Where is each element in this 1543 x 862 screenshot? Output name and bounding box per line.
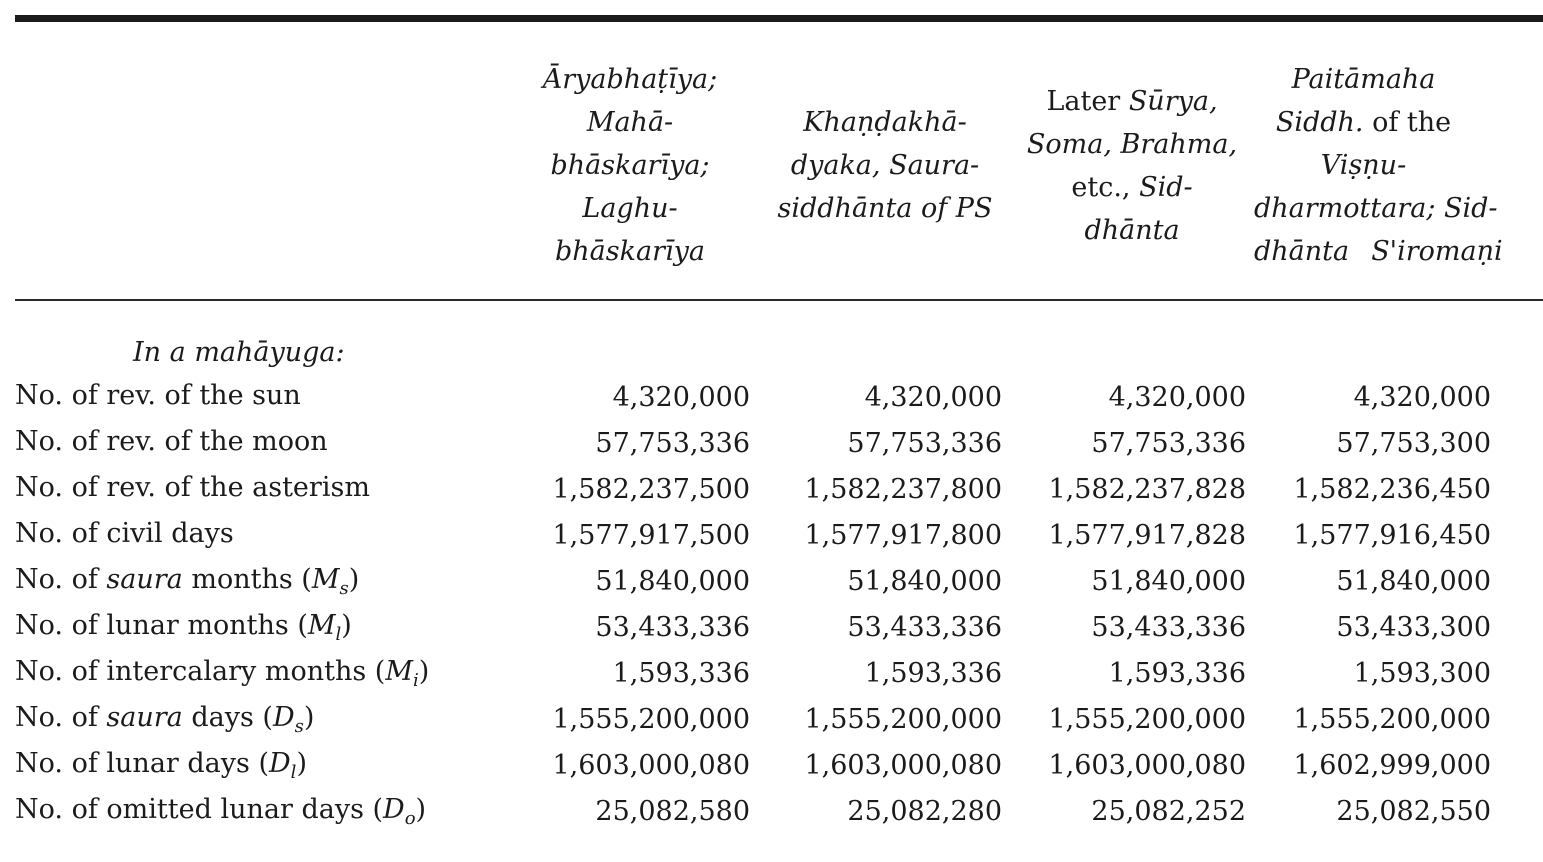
value-cell: 51,840,000 xyxy=(1091,565,1246,597)
value-cell: 1,603,000,080 xyxy=(804,749,1002,781)
value-cell: 4,320,000 xyxy=(864,381,1002,413)
table-row xyxy=(15,650,1543,696)
value-cell: 51,840,000 xyxy=(1336,565,1491,597)
header-line: Khaṇḍakhā- xyxy=(803,107,967,138)
value-cell: 53,433,336 xyxy=(847,611,1002,643)
table-row xyxy=(15,558,1543,604)
header-line: Soma, Brahma, xyxy=(1026,128,1238,160)
header-line: dharmottara; Sid- xyxy=(1254,193,1498,224)
table-row xyxy=(15,742,1543,788)
value-cell: 1,593,336 xyxy=(612,657,750,689)
value-cell: 1,593,336 xyxy=(864,657,1002,689)
empty-corner-cell xyxy=(15,22,500,300)
section-heading: In a mahāyuga: xyxy=(133,337,345,368)
value-cell: 1,555,200,000 xyxy=(552,703,750,735)
row-label: No. of rev. of the asterism xyxy=(15,472,370,503)
value-cell: 57,753,300 xyxy=(1336,427,1491,459)
row-label: No. of rev. of the sun xyxy=(15,380,301,411)
row-label: No. of rev. of the moon xyxy=(15,426,328,457)
header-line: Mahā- xyxy=(586,107,674,138)
value-cell: 25,082,580 xyxy=(595,795,750,827)
mahayuga-parameters-table xyxy=(15,22,1543,834)
value-cell: 53,433,336 xyxy=(595,611,750,643)
value-cell: 53,433,300 xyxy=(1336,611,1491,643)
header-line: dyaka, Saura- xyxy=(790,150,980,181)
table-row xyxy=(15,466,1543,512)
value-cell: 1,582,237,500 xyxy=(552,473,750,505)
header-row xyxy=(15,22,1543,300)
value-cell: 1,582,236,450 xyxy=(1293,473,1491,505)
value-cell: 1,603,000,080 xyxy=(1048,749,1246,781)
value-cell: 57,753,336 xyxy=(847,427,1002,459)
value-cell: 53,433,336 xyxy=(1091,611,1246,643)
table-row xyxy=(15,420,1543,466)
value-cell: 1,593,300 xyxy=(1353,657,1491,689)
column-header-later-surya xyxy=(1010,22,1254,300)
value-cell: 51,840,000 xyxy=(595,565,750,597)
value-cell: 4,320,000 xyxy=(612,381,750,413)
section-row xyxy=(15,300,1543,374)
table-row xyxy=(15,788,1543,834)
row-label: No. of lunar days $(D_l)$ xyxy=(15,748,307,783)
header-line: Paitāmaha xyxy=(1291,64,1436,95)
column-header-khandakhadyaka xyxy=(760,22,1010,300)
value-cell: 1,602,999,000 xyxy=(1293,749,1491,781)
header-line: Āryabhaṭīya; xyxy=(542,64,718,95)
value-cell: 1,577,917,500 xyxy=(552,519,750,551)
value-cell: 1,555,200,000 xyxy=(1048,703,1246,735)
header-line: etc., Sid- xyxy=(1071,171,1193,203)
value-cell: 4,320,000 xyxy=(1353,381,1491,413)
value-cell: 1,577,917,800 xyxy=(804,519,1002,551)
value-cell: 25,082,550 xyxy=(1336,795,1491,827)
table-row xyxy=(15,604,1543,650)
row-label: No. of civil days xyxy=(15,518,234,549)
value-cell: 25,082,252 xyxy=(1091,795,1246,827)
value-cell: 1,582,237,800 xyxy=(804,473,1002,505)
column-header-aryabhatiya xyxy=(500,22,760,300)
header-line: Laghu- xyxy=(582,193,678,224)
column-header-paitamaha xyxy=(1254,22,1543,300)
value-cell: 1,582,237,828 xyxy=(1048,473,1246,505)
header-line: dhānta xyxy=(1084,214,1180,246)
value-cell: 4,320,000 xyxy=(1108,381,1246,413)
header-line: bhāskarīya; xyxy=(550,150,710,181)
row-label: No. of lunar months $(M_l)$ xyxy=(15,610,352,645)
value-cell: 1,577,916,450 xyxy=(1293,519,1491,551)
table-row xyxy=(15,696,1543,742)
table-top-rule xyxy=(15,15,1543,22)
value-cell: 57,753,336 xyxy=(1091,427,1246,459)
value-cell: 1,603,000,080 xyxy=(552,749,750,781)
value-cell: 57,753,336 xyxy=(595,427,750,459)
row-label: No. of omitted lunar days $(D_o)$ xyxy=(15,794,427,829)
header-line: Siddh. of the xyxy=(1275,107,1452,138)
header-line: Later Sūrya, xyxy=(1046,85,1218,117)
header-line: bhāskarīya xyxy=(555,236,705,267)
row-label: No. of saura days $(D_s)$ xyxy=(15,702,315,737)
row-label: No. of intercalary months $(M_i)$ xyxy=(15,656,430,691)
value-cell: 1,577,917,828 xyxy=(1048,519,1246,551)
table-row xyxy=(15,512,1543,558)
row-label: No. of saura months $(M_s)$ xyxy=(15,564,360,599)
table-row xyxy=(15,374,1543,420)
header-line: dhānta S'iromaṇi xyxy=(1254,236,1503,267)
value-cell: 1,555,200,000 xyxy=(1293,703,1491,735)
value-cell: 25,082,280 xyxy=(847,795,1002,827)
header-line: siddhānta of PS xyxy=(777,193,993,224)
value-cell: 51,840,000 xyxy=(847,565,1002,597)
value-cell: 1,555,200,000 xyxy=(804,703,1002,735)
value-cell: 1,593,336 xyxy=(1108,657,1246,689)
header-line: Viṣṇu- xyxy=(1320,150,1407,181)
